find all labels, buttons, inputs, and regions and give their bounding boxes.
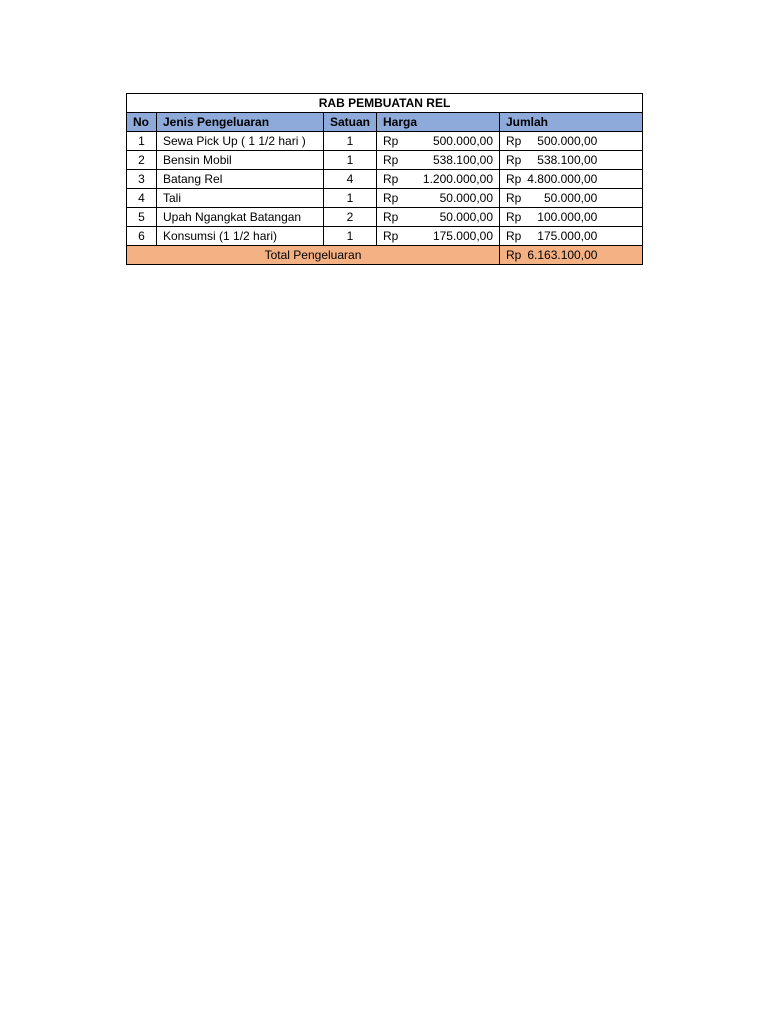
total-money <box>506 246 636 264</box>
table-header-row <box>127 113 643 132</box>
total-value <box>500 246 643 265</box>
row-satuan: 1 <box>324 132 377 151</box>
harga-money <box>383 170 493 188</box>
row-jenis-pengeluaran: Bensin Mobil <box>157 151 324 170</box>
header-no: No <box>127 113 157 132</box>
jumlah-amount: 500.000,00 <box>537 134 598 148</box>
row-no: 2 <box>127 151 157 170</box>
harga-currency: Rp <box>383 229 399 243</box>
harga-amount: 500.000,00 <box>432 134 493 148</box>
harga-currency: Rp <box>383 134 399 148</box>
row-satuan: 1 <box>324 227 377 246</box>
row-jumlah <box>500 170 643 189</box>
harga-money <box>383 189 493 207</box>
jumlah-currency: Rp <box>506 153 522 167</box>
harga-amount: 1.200.000,00 <box>422 172 493 186</box>
harga-amount: 50.000,00 <box>439 210 493 224</box>
row-jumlah <box>500 189 643 208</box>
jumlah-money <box>506 227 636 245</box>
row-satuan: 2 <box>324 208 377 227</box>
jumlah-currency: Rp <box>506 134 522 148</box>
total-row <box>127 246 643 265</box>
row-jumlah <box>500 208 643 227</box>
row-harga <box>377 208 500 227</box>
row-no: 3 <box>127 170 157 189</box>
harga-money <box>383 151 493 169</box>
total-currency: Rp <box>506 248 522 262</box>
header-harga: Harga <box>377 113 500 132</box>
table-row <box>127 208 643 227</box>
total-label: Total Pengeluaran <box>127 246 500 265</box>
row-no: 5 <box>127 208 157 227</box>
jumlah-amount: 175.000,00 <box>537 229 598 243</box>
rab-table <box>126 93 643 265</box>
row-jumlah <box>500 151 643 170</box>
harga-money <box>383 208 493 226</box>
row-satuan: 1 <box>324 189 377 208</box>
header-jenis-pengeluaran: Jenis Pengeluaran <box>157 113 324 132</box>
table-title: RAB PEMBUATAN REL <box>127 94 643 113</box>
row-satuan: 4 <box>324 170 377 189</box>
row-no: 1 <box>127 132 157 151</box>
row-satuan: 1 <box>324 151 377 170</box>
harga-amount: 538.100,00 <box>432 153 493 167</box>
row-harga <box>377 227 500 246</box>
jumlah-money <box>506 151 636 169</box>
harga-amount: 175.000,00 <box>432 229 493 243</box>
table-row <box>127 132 643 151</box>
row-jenis-pengeluaran: Sewa Pick Up ( 1 1/2 hari ) <box>157 132 324 151</box>
table-row <box>127 151 643 170</box>
harga-currency: Rp <box>383 210 399 224</box>
jumlah-amount: 100.000,00 <box>537 210 598 224</box>
row-no: 4 <box>127 189 157 208</box>
header-jumlah: Jumlah <box>500 113 643 132</box>
jumlah-money <box>506 132 636 150</box>
row-harga <box>377 189 500 208</box>
jumlah-amount: 4.800.000,00 <box>527 172 598 186</box>
row-jenis-pengeluaran: Upah Ngangkat Batangan <box>157 208 324 227</box>
harga-currency: Rp <box>383 191 399 205</box>
jumlah-amount: 50.000,00 <box>543 191 598 205</box>
row-jumlah <box>500 132 643 151</box>
harga-money <box>383 132 493 150</box>
table-title-row <box>127 94 643 113</box>
jumlah-currency: Rp <box>506 172 522 186</box>
table-row <box>127 227 643 246</box>
row-jenis-pengeluaran: Konsumsi (1 1/2 hari) <box>157 227 324 246</box>
rab-sheet <box>126 93 642 265</box>
row-harga <box>377 151 500 170</box>
row-no: 6 <box>127 227 157 246</box>
row-jenis-pengeluaran: Tali <box>157 189 324 208</box>
jumlah-money <box>506 170 636 188</box>
harga-money <box>383 227 493 245</box>
table-row <box>127 170 643 189</box>
jumlah-money <box>506 189 636 207</box>
harga-currency: Rp <box>383 153 399 167</box>
row-jenis-pengeluaran: Batang Rel <box>157 170 324 189</box>
table-row <box>127 189 643 208</box>
harga-amount: 50.000,00 <box>439 191 493 205</box>
jumlah-money <box>506 208 636 226</box>
row-harga <box>377 132 500 151</box>
row-jumlah <box>500 227 643 246</box>
harga-currency: Rp <box>383 172 399 186</box>
jumlah-amount: 538.100,00 <box>537 153 598 167</box>
row-harga <box>377 170 500 189</box>
jumlah-currency: Rp <box>506 229 522 243</box>
total-amount: 6.163.100,00 <box>527 248 598 262</box>
jumlah-currency: Rp <box>506 191 522 205</box>
jumlah-currency: Rp <box>506 210 522 224</box>
header-satuan: Satuan <box>324 113 377 132</box>
